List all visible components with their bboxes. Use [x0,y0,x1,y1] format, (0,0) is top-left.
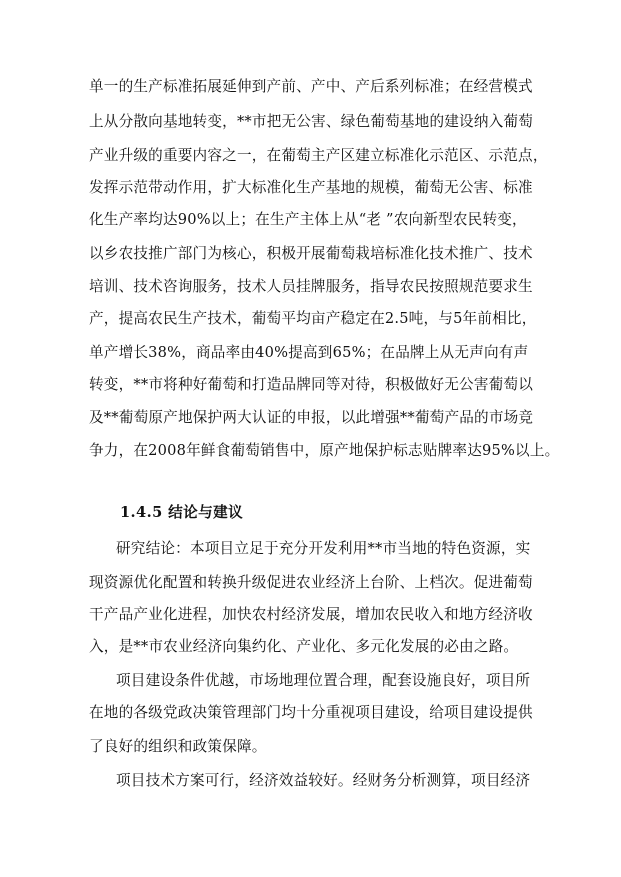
paragraph-line: 了良好的组织和政策保障。 [89,738,267,755]
paragraph-line: 干产品产业化进程，加快农村经济发展，增加农民收入和地方经济收 [89,606,533,623]
paragraph-line: 以乡农技推广部门为核心，积极开展葡萄栽培标准化技术推广、技术 [89,245,533,262]
section-heading: 1.4.5 结论与建议 [120,504,244,521]
paragraph-line: 发挥示范带动作用，扩大标准化生产基地的规模，葡萄无公害、标准 [89,179,533,196]
paragraph-line: 培训、技术咨询服务，技术人员挂牌服务，指导农民按照规范要求生 [89,278,533,295]
paragraph-line: 争力，在2008年鲜食葡萄销售中，原产地保护标志贴牌率达95%以上。 [89,442,560,459]
paragraph-line: 项目建设条件优越，市场地理位置合理，配套设施良好，项目所 [116,672,531,689]
paragraph-line: 转变，**市将种好葡萄和打造品牌同等对待，积极做好无公害葡萄以 [89,376,534,393]
paragraph-line: 单一的生产标准拓展延伸到产前、产中、产后系列标准；在经营模式 [89,78,533,95]
paragraph-line: 入，是**市农业经济向集约化、产业化、多元化发展的必由之路。 [89,638,519,655]
paragraph-line: 化生产率均达90%以上；在生产主体上从“老 ”农向新型农民转变， [89,211,527,228]
paragraph-line: 上从分散向基地转变，**市把无公害、绿色葡萄基地的建设纳入葡萄 [89,113,534,130]
paragraph-line: 产业升级的重要内容之一，在葡萄主产区建立标准化示范区、示范点， [89,147,548,164]
paragraph-line: 研究结论：本项目立足于充分开发利用**市当地的特色资源，实 [116,540,531,557]
paragraph-line: 单产增长38%，商品率由40%提高到65%；在品牌上从无声向有声 [89,344,529,361]
paragraph-line: 项目技术方案可行，经济效益较好。经财务分析测算，项目经济 [116,772,531,789]
paragraph-line: 现资源优化配置和转换升级促进农业经济上台阶、上档次。促进葡萄 [89,574,533,591]
paragraph-line: 产，提高农民生产技术，葡萄平均亩产稳定在2.5吨，与5年前相比， [89,310,537,327]
paragraph-line: 在地的各级党政决策管理部门均十分重视项目建设，给项目建设提供 [89,704,533,721]
paragraph-line: 及**葡萄原产地保护两大认证的申报，以此增强**葡萄产品的市场竞 [89,409,534,426]
